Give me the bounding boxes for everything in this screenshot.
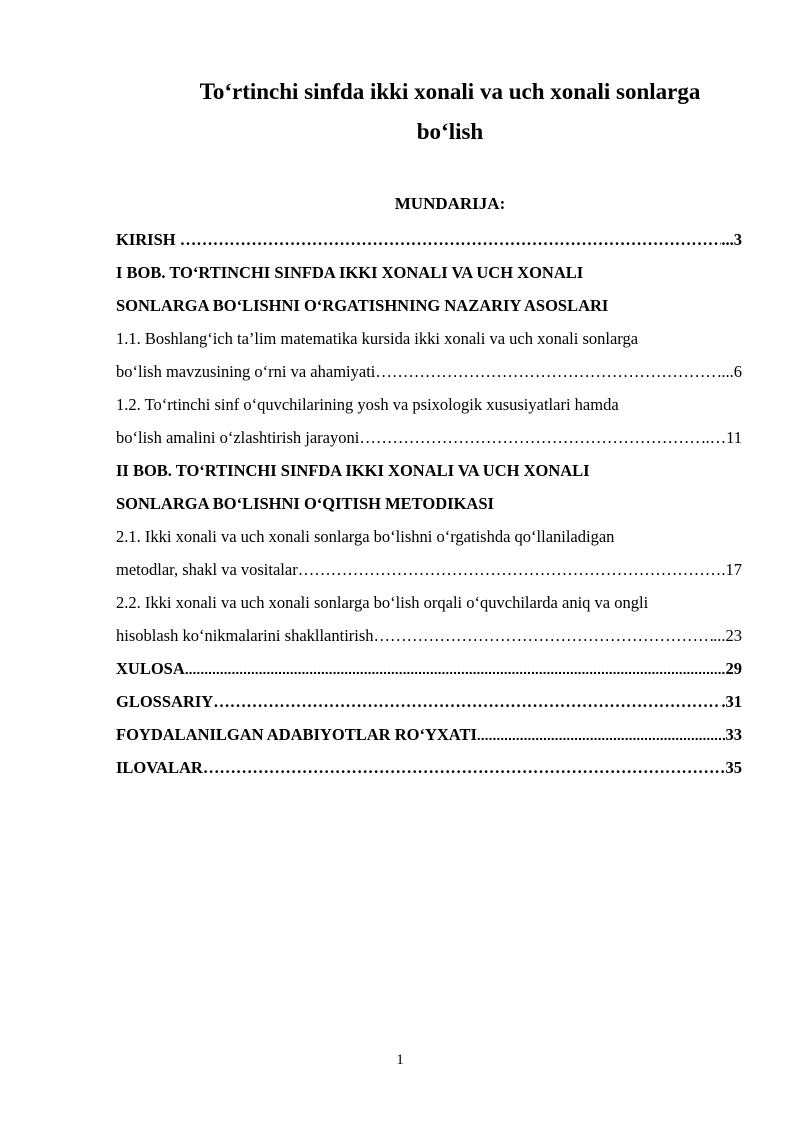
toc-entry-label: FOYDALANILGAN ADABIYOTLAR RO‘YXATI [116, 725, 477, 744]
toc-entry-kirish [116, 223, 742, 256]
toc-page-number: 3 [733, 230, 742, 249]
toc-entry-label: XULOSA [116, 659, 185, 678]
toc-section-2-1-line-2 [116, 553, 742, 586]
toc-page-number: 33 [725, 725, 742, 744]
toc-dot-leader [375, 355, 717, 388]
toc-page-number: 11 [726, 428, 742, 447]
toc-page-number: 23 [725, 626, 742, 645]
toc-dot-leader [203, 751, 726, 784]
toc-entry-xulosa [116, 652, 742, 685]
toc-entry-label: bo‘lish amalini o‘zlashtirish jarayoni [116, 428, 360, 447]
toc-dot-leader [298, 553, 722, 586]
toc-entry-label: hisoblash ko‘nikmalarini shakllantirish [116, 626, 374, 645]
toc-entry-adabiyotlar [116, 718, 742, 751]
toc-entry-label: KIRISH [116, 230, 180, 249]
toc-dot-leader [374, 619, 714, 652]
toc-dot-tail: .... [717, 362, 734, 381]
toc-entry-label: metodlar, shakl va vositalar [116, 560, 298, 579]
toc-entry-ilovalar [116, 751, 742, 784]
toc-chapter-2-line-1: II BOB. TO‘RTINCHI SINFDA IKKI XONALI VA UCH XONALI [116, 461, 590, 480]
page-number: 1 [396, 1052, 404, 1068]
toc-section-2-2-line-2 [116, 619, 742, 652]
toc-dot-leader [180, 223, 722, 256]
toc-entry-label: ILOVALAR [116, 758, 203, 777]
toc-dot-tail: . [721, 692, 726, 711]
toc-section-2-2-line-1: 2.2. Ikki xonali va uch xonali sonlarga bo‘lish orqali o‘quvchilarda aniq va ongli [116, 593, 649, 612]
toc-dot-leader [359, 421, 701, 454]
toc-dot-tail: ..… [701, 428, 727, 447]
toc-page-number: 35 [725, 758, 742, 777]
toc-dot-leader [185, 653, 726, 685]
toc-heading: MUNDARIJA: [394, 194, 506, 213]
toc-chapter-1-line-1: I BOB. TO‘RTINCHI SINFDA IKKI XONALI VA UCH XONALI [116, 263, 584, 282]
document-title-line-1: To‘rtinchi sinfda ikki xonali va uch xonali sonlarga [199, 79, 701, 104]
toc-dot-leader [477, 719, 726, 751]
toc-entry-label: bo‘lish mavzusining o‘rni va ahamiyati [116, 362, 376, 381]
toc-chapter-2-line-2: SONLARGA BO‘LISHNI O‘QITISH METODIKASI [116, 494, 494, 513]
toc-dot-tail: ... [713, 626, 726, 645]
toc-section-1-2-line-1: 1.2. To‘rtinchi sinf o‘quvchilarining yosh va psixologik xususiyatlari hamda [116, 395, 619, 414]
toc-section-1-1-line-1: 1.1. Boshlang‘ich ta’lim matematika kursida ikki xonali va uch xonali sonlarga [116, 329, 639, 348]
toc-dot-tail: ... [721, 230, 734, 249]
toc-section-1-2-line-2 [116, 421, 742, 454]
document-title-line-2: bo‘lish [416, 119, 484, 144]
toc-chapter-1-line-2: SONLARGA BO‘LISHNI O‘RGATISHNING NAZARIY ASOSLARI [116, 296, 609, 315]
toc-page-number: 17 [725, 560, 742, 579]
toc-dot-tail: . [721, 560, 726, 579]
toc-section-2-1-line-1: 2.1. Ikki xonali va uch xonali sonlarga bo‘lishni o‘rgatishda qo‘llaniladigan [116, 527, 615, 546]
toc-page-number: 6 [733, 362, 742, 381]
toc-entry-label: GLOSSARIY [116, 692, 214, 711]
toc-section-1-1-line-2 [116, 355, 742, 388]
table-of-contents [116, 223, 742, 784]
toc-page-number: 31 [725, 692, 742, 711]
toc-dot-leader [213, 685, 721, 718]
toc-entry-glossariy [116, 685, 742, 718]
toc-page-number: 29 [725, 659, 742, 678]
